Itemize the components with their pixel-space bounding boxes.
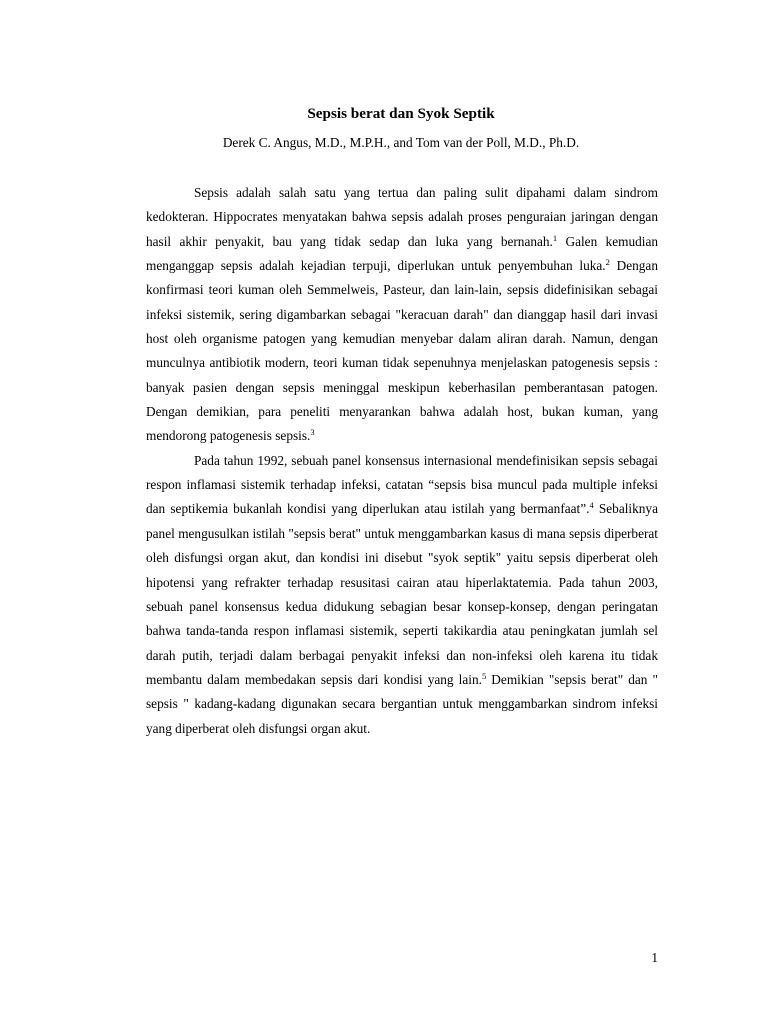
footnote-reference: 4 [589,500,594,511]
document-body [146,181,658,741]
footnote-reference: 2 [605,257,610,268]
paragraph-text: Pada tahun 1992, sebuah panel konsensus internasional mendefinisikan sepsis sebagai respon inflamasi sistemik terhadap infeksi, catatan “sepsis bisa muncul pada multiple infeksi dan septikemia bukanlah kondisi yang diperlukan atau istilah yang bermanfaat”. [146,452,658,517]
paragraph-history-of-sepsis [146,181,658,449]
paragraph-text: Demikian "sepsis berat" dan " sepsis " kadang-kadang digunakan secara bergantian untuk menggambarkan sindrom infeksi yang diperberat oleh disfungsi organ akut. [146,671,658,736]
paragraph-text: Sepsis adalah salah satu yang tertua dan paling sulit dipahami dalam sindrom kedokteran. Hippocrates menyatakan bahwa sepsis adalah proses penguraian jaringan dengan hasil akhir penyakit, bau yang tidak sedap dan luka yang bernanah. [146,185,658,249]
paragraph-text: Galen kemudian menganggap sepsis adalah kejadian terpuji, diperlukan untuk penyembuhan luka. [146,233,658,274]
document-title: Sepsis berat dan Syok Septik [307,105,495,122]
footnote-reference: 1 [552,232,558,243]
document-authors: Derek C. Angus, M.D., M.P.H., and Tom van der Poll, M.D., Ph.D. [222,135,580,150]
paragraph-consensus-definitions [146,449,658,741]
footnote-reference: 5 [481,670,487,681]
page-number: 1 [651,950,658,965]
paragraph-text: Sebaliknya panel mengusulkan istilah "sepsis berat" untuk menggambarkan kasus di mana sepsis diperberat oleh disfungsi organ akut, dan kondisi ini disebut "syok septik" yaitu sepsis diperberat oleh hipotensi yang refrakter terhadap resusitasi cairan atau hiperlaktatemia. Pada tahun 2003, sebuah panel konsensus kedua didukung sebagian besar konsep-konsep, dengan peringatan bahwa tanda-tanda respon inflamasi sistemik, seperti takikardia atau peningkatan jumlah sel darah putih, terjadi dalam berbagai penyakit infeksi dan non-infeksi oleh karena itu tidak membantu dalam membedakan sepsis dari kondisi yang lain. [146,501,658,687]
paragraph-text: Dengan konfirmasi teori kuman oleh Semmelweis, Pasteur, dan lain-lain, sepsis didefinisikan sebagai infeksi sistemik, sering digambarkan sebagai "keracuan darah" dan dianggap hasil dari invasi host oleh organisme patogen yang kemudian menyebar dalam aliran darah. Namun, dengan munculnya antibiotik modern, teori kuman tidak sepenuhnya menjelaskan patogenesis sepsis : banyak pasien dengan sepsis meninggal meskipun keberhasilan pemberantasan patogen. Dengan demikian, para peneliti menyarankan bahwa adalah host, bukan kuman, yang mendorong patogenesis sepsis. [146,258,658,444]
footnote-reference: 3 [310,427,315,438]
